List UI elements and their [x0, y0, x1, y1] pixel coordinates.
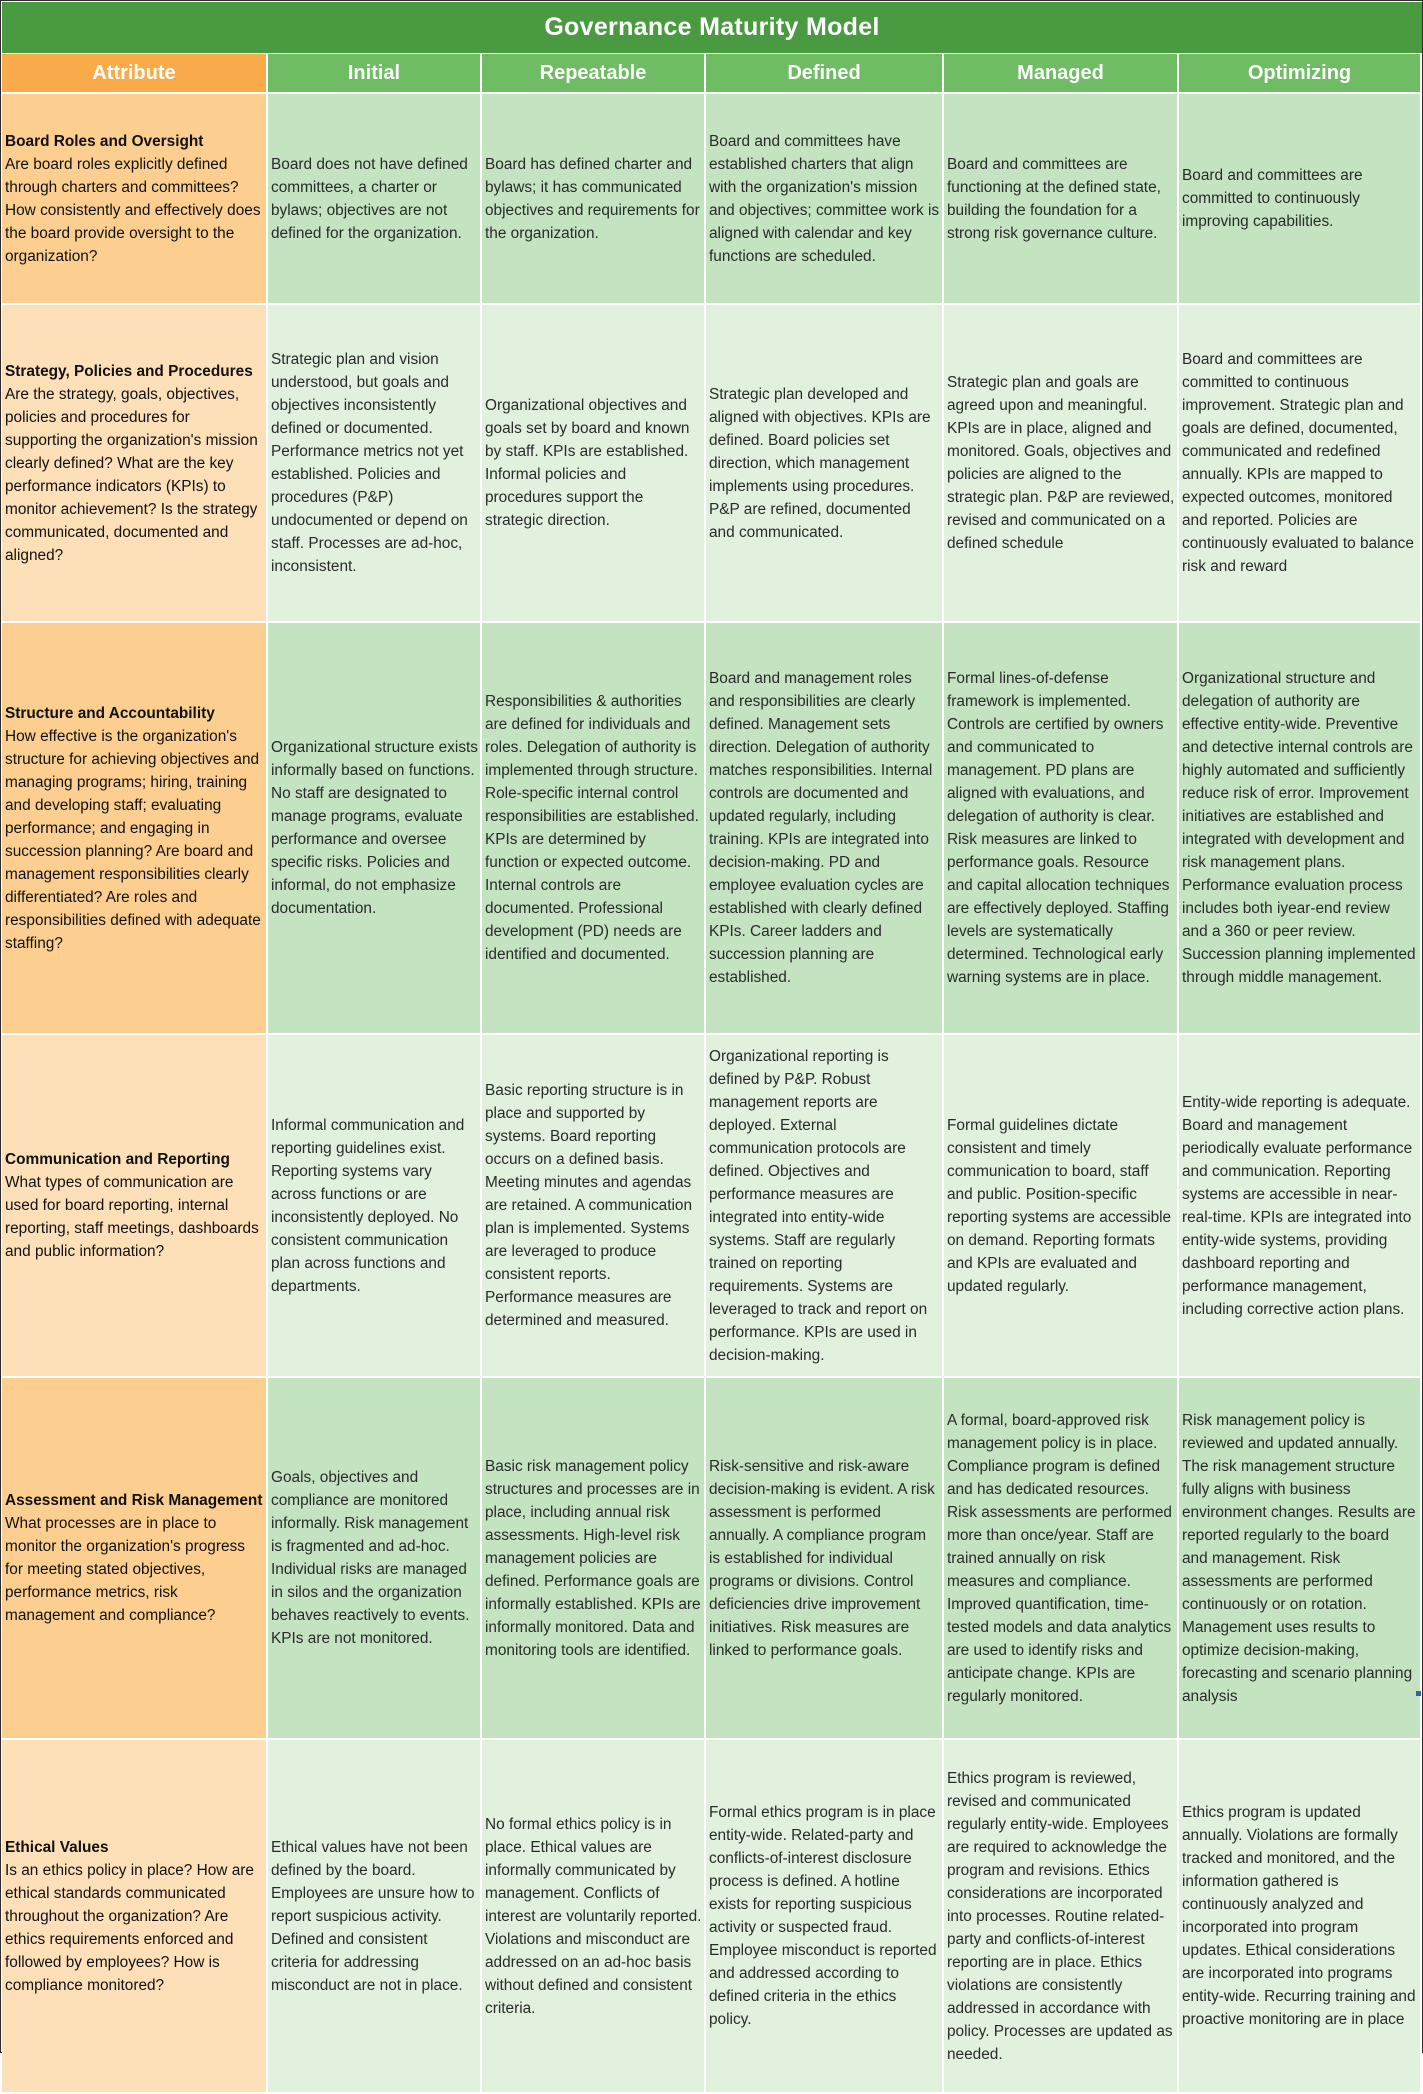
cell-defined: Risk-sensitive and risk-aware decision-making is evident. A risk assessment is performed annually. A compliance program is established for individual programs or divisions. Control deficiencies drive improvement initiatives. Risk measures are linked to performance goals.	[706, 1378, 944, 1740]
cell-initial: Goals, objectives and compliance are monitored informally. Risk management is fragmented and ad-hoc. Individual risks are managed in silos and the organization behaves reactively to events. KPIs are not monitored.	[268, 1378, 482, 1740]
cell-initial: Board does not have defined committees, a charter or bylaws; objectives are not defined for the organization.	[268, 94, 482, 305]
cell-initial: Strategic plan and vision understood, but goals and objectives inconsistently defined or documented. Performance metrics not yet established. Policies and procedures (P&P) undocumented or depend on staff. Processes are ad-hoc, inconsistent.	[268, 305, 482, 623]
cell-optimizing: Risk management policy is reviewed and updated annually. The risk management structure fully aligns with business environment changes. Results are reported regularly to the board and management. Risk assessments are performed continuously or on rotation. Management uses results to optimize decision-making, forecasting and scenario planning analysis	[1179, 1378, 1422, 1740]
table-row-board-roles	[2, 94, 1422, 305]
attribute-question: What processes are in place to monitor the organization's progress for meeting stated objectives, performance metrics, risk management and compliance?	[5, 1515, 245, 1624]
cell-managed: Formal guidelines dictate consistent and timely communication to board, staff and public. Position-specific reporting systems are accessible on demand. Reporting formats and KPIs are evaluated and updated regularly.	[944, 1035, 1179, 1378]
cell-defined: Formal ethics program is in place entity-wide. Related-party and conflicts-of-interest disclosure process is defined. A hotline exists for reporting suspicious activity or suspected fraud. Employee misconduct is reported and addressed according to defined criteria in the ethics policy.	[706, 1740, 944, 2094]
cell-optimizing: Board and committees are committed to continuously improving capabilities.	[1179, 94, 1422, 305]
cell-optimizing: Organizational structure and delegation of authority are effective entity-wide. Preventive and detective internal controls are highly automated and sufficiently reduce risk of error. Improvement initiatives are established and integrated with development and risk management plans. Performance evaluation process includes both iyear-end review and a 360 or peer review. Succession planning implemented through middle management.	[1179, 623, 1422, 1035]
attribute-title: Board Roles and Oversight	[5, 132, 204, 150]
cell-managed: A formal, board-approved risk management policy is in place. Compliance program is defined and has dedicated resources. Risk assessments are performed more than once/year. Staff are trained annually on risk measures and compliance. Improved quantification, time-tested models and data analytics are used to identify risks and anticipate change. KPIs are regularly monitored.	[944, 1378, 1179, 1740]
cell-managed: Board and committees are functioning at the defined state, building the foundation for a strong risk governance culture.	[944, 94, 1179, 305]
cell-repeatable: No formal ethics policy is in place. Ethical values are informally communicated by management. Conflicts of interest are voluntarily reported. Violations and misconduct are addressed on an ad-hoc basis without defined and consistent criteria.	[482, 1740, 706, 2094]
cell-defined: Organizational reporting is defined by P&P. Robust management reports are deployed. External communication protocols are defined. Objectives and performance measures are integrated into entity-wide systems. Staff are regularly trained on reporting requirements. Systems are leveraged to track and report on performance. KPIs are used in decision-making.	[706, 1035, 944, 1378]
attribute-title: Structure and Accountability	[5, 704, 215, 722]
cell-managed: Ethics program is reviewed, revised and communicated regularly entity-wide. Employees are required to acknowledge the program and revisions. Ethics considerations are incorporated into processes. Routine related-party and conflicts-of-interest reporting are in place. Ethics violations are consistently addressed in accordance with policy. Processes are updated as needed.	[944, 1740, 1179, 2094]
attribute-question: Are board roles explicitly defined through charters and committees? How consistently and effectively does the board provide oversight to the organization?	[5, 155, 261, 265]
cell-initial: Organizational structure exists informally based on functions. No staff are designated to manage programs, evaluate performance and oversee specific risks. Policies and informal, do not emphasize documentation.	[268, 623, 482, 1035]
cell-initial: Ethical values have not been defined by the board. Employees are unsure how to report suspicious activity. Defined and consistent criteria for addressing misconduct are not in place.	[268, 1740, 482, 2094]
attribute-question: Is an ethics policy in place? How are ethical standards communicated throughout the organization? Are ethics requirements enforced and followed by employees? How is compliance monitored?	[5, 1861, 254, 1994]
attribute-cell	[2, 1740, 268, 2094]
header-initial: Initial	[268, 54, 482, 94]
table-row-strategy	[2, 305, 1422, 623]
attribute-question: Are the strategy, goals, objectives, policies and procedures for supporting the organization's mission clearly defined? What are the key performance indicators (KPIs) to monitor achievement? Is the strategy communicated, documented and aligned?	[5, 385, 258, 564]
header-managed: Managed	[944, 54, 1179, 94]
cell-managed: Formal lines-of-defense framework is implemented. Controls are certified by owners and communicated to management. PD plans are aligned with evaluations, and delegation of authority is clear. Risk measures are linked to performance goals. Resource and capital allocation techniques are effectively deployed. Staffing levels are systematically determined. Technological early warning systems are in place.	[944, 623, 1179, 1035]
maturity-table	[2, 54, 1422, 2094]
resize-handle-icon	[1416, 1691, 1421, 1696]
cell-repeatable: Organizational objectives and goals set by board and known by staff. KPIs are established. Informal policies and procedures support the strategic direction.	[482, 305, 706, 623]
attribute-cell	[2, 305, 268, 623]
attribute-title: Communication and Reporting	[5, 1151, 230, 1168]
attribute-cell	[2, 94, 268, 305]
cell-defined: Strategic plan developed and aligned with objectives. KPIs are defined. Board policies set direction, which management implements using procedures. P&P are refined, documented and communicated.	[706, 305, 944, 623]
header-defined: Defined	[706, 54, 944, 94]
page-title: Governance Maturity Model	[2, 2, 1422, 53]
attribute-title: Strategy, Policies and Procedures	[5, 362, 253, 380]
attribute-cell	[2, 1378, 268, 1740]
cell-optimizing: Ethics program is updated annually. Violations are formally tracked and monitored, and the information gathered is continuously analyzed and incorporated into program updates. Ethical considerations are incorporated into programs entity-wide. Recurring training and proactive monitoring are in place	[1179, 1740, 1422, 2094]
header-row	[2, 54, 1422, 94]
cell-repeatable: Board has defined charter and bylaws; it has communicated objectives and requirements for the organization.	[482, 94, 706, 305]
table-row-ethical-values	[2, 1740, 1422, 2094]
cell-defined: Board and committees have established charters that align with the organization's mission and objectives; committee work is aligned with calendar and key functions are scheduled.	[706, 94, 944, 305]
cell-optimizing: Entity-wide reporting is adequate. Board and management periodically evaluate performance and communication. Reporting systems are accessible in near-real-time. KPIs are integrated into entity-wide systems, providing dashboard reporting and performance management, including corrective action plans.	[1179, 1035, 1422, 1378]
table-row-communication	[2, 1035, 1422, 1378]
cell-initial: Informal communication and reporting guidelines exist. Reporting systems vary across functions or are inconsistently deployed. No consistent communication plan across functions and departments.	[268, 1035, 482, 1378]
cell-optimizing: Board and committees are committed to continuous improvement. Strategic plan and goals are defined, documented, communicated and redefined annually. KPIs are mapped to expected outcomes, monitored and reported. Policies are continuously evaluated to balance risk and reward	[1179, 305, 1422, 623]
attribute-title: Ethical Values	[5, 1838, 109, 1856]
attribute-title: Assessment and Risk Management	[5, 1492, 263, 1509]
attribute-cell	[2, 1035, 268, 1378]
cell-defined: Board and management roles and responsibilities are clearly defined. Management sets direction. Delegation of authority matches responsibilities. Internal controls are documented and updated regularly, including training. KPIs are integrated into decision-making. PD and employee evaluation cycles are established with clearly defined KPIs. Career ladders and succession planning are established.	[706, 623, 944, 1035]
cell-repeatable: Basic risk management policy structures and processes are in place, including annual risk assessments. High-level risk management policies are defined. Performance goals are informally established. KPIs are informally monitored. Data and monitoring tools are identified.	[482, 1378, 706, 1740]
attribute-question: What types of communication are used for board reporting, internal reporting, staff meetings, dashboards and public information?	[5, 1174, 259, 1260]
cell-repeatable: Basic reporting structure is in place and supported by systems. Board reporting occurs on a defined basis. Meeting minutes and agendas are retained. A communication plan is implemented. Systems are leveraged to produce consistent reports. Performance measures are determined and measured.	[482, 1035, 706, 1378]
header-optimizing: Optimizing	[1179, 54, 1422, 94]
table-row-structure	[2, 623, 1422, 1035]
attribute-cell	[2, 623, 268, 1035]
header-repeatable: Repeatable	[482, 54, 706, 94]
cell-managed: Strategic plan and goals are agreed upon and meaningful. KPIs are in place, aligned and monitored. Goals, objectives and policies are aligned to the strategic plan. P&P are reviewed, revised and communicated on a defined schedule	[944, 305, 1179, 623]
table-row-risk-management	[2, 1378, 1422, 1740]
header-attribute: Attribute	[2, 54, 268, 94]
attribute-question: How effective is the organization's structure for achieving objectives and managing programs; hiring, training and developing staff; evaluating performance; and engaging in succession planning? Are board and management responsibilities clearly differentiated? Are roles and responsibilities defined with adequate staffing?	[5, 727, 261, 952]
cell-repeatable: Responsibilities & authorities are defined for individuals and roles. Delegation of authority is implemented through structure. Role-specific internal control responsibilities are established. KPIs are determined by function or expected outcome. Internal controls are documented. Professional development (PD) needs are identified and documented.	[482, 623, 706, 1035]
